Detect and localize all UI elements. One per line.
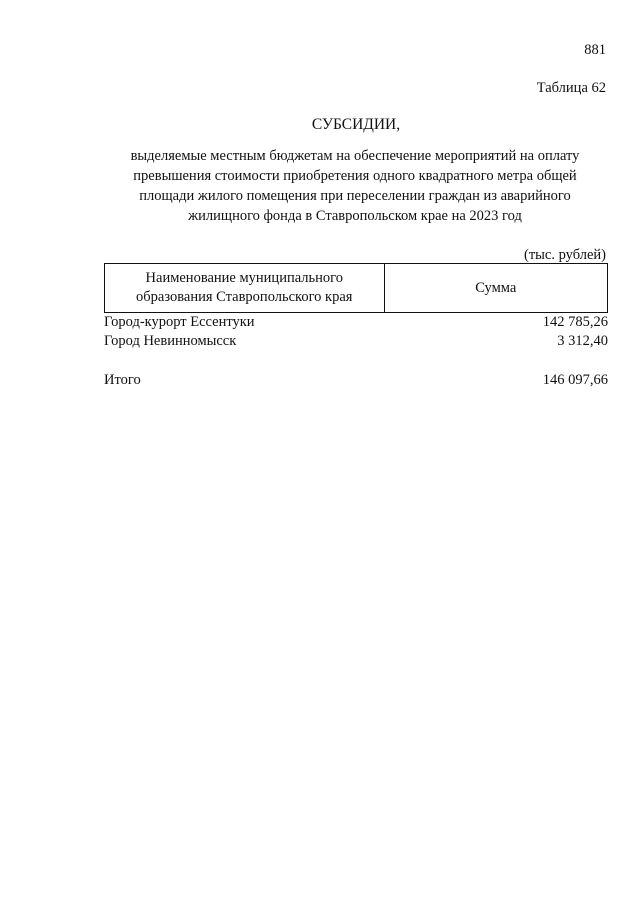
subtitle-line: площади жилого помещения при переселении граждан из аварийного bbox=[139, 188, 571, 204]
total-label: Итого bbox=[104, 372, 141, 388]
document-title: СУБСИДИИ, bbox=[311, 116, 401, 133]
table-reference: Таблица 62 bbox=[536, 80, 606, 96]
table-header bbox=[104, 263, 608, 313]
units-label: (тыс. рублей) bbox=[524, 247, 606, 263]
header-municipality-line: Наименование муниципального bbox=[145, 270, 343, 286]
page-number: 881 bbox=[584, 42, 606, 58]
row-sum: 142 785,26 bbox=[542, 314, 608, 330]
subtitle-line: превышения стоимости приобретения одного квадратного метра общей bbox=[133, 168, 577, 184]
table-row bbox=[104, 333, 608, 352]
total-sum: 146 097,66 bbox=[542, 372, 608, 388]
header-sum: Сумма bbox=[384, 264, 607, 313]
subtitle-line: выделяемые местным бюджетам на обеспечение мероприятий на оплату bbox=[130, 148, 580, 164]
total-row bbox=[104, 372, 608, 391]
subtitle-line: жилищного фонда в Ставропольском крае на 2023 год bbox=[188, 208, 522, 224]
header-municipality-line: образования Ставропольского края bbox=[136, 289, 353, 305]
row-sum: 3 312,40 bbox=[557, 333, 608, 349]
row-name: Город-курорт Ессентуки bbox=[104, 314, 255, 330]
header-municipality bbox=[105, 264, 385, 313]
table-row bbox=[104, 314, 608, 333]
row-name: Город Невинномысск bbox=[104, 333, 237, 349]
document-subtitle bbox=[60, 146, 640, 226]
